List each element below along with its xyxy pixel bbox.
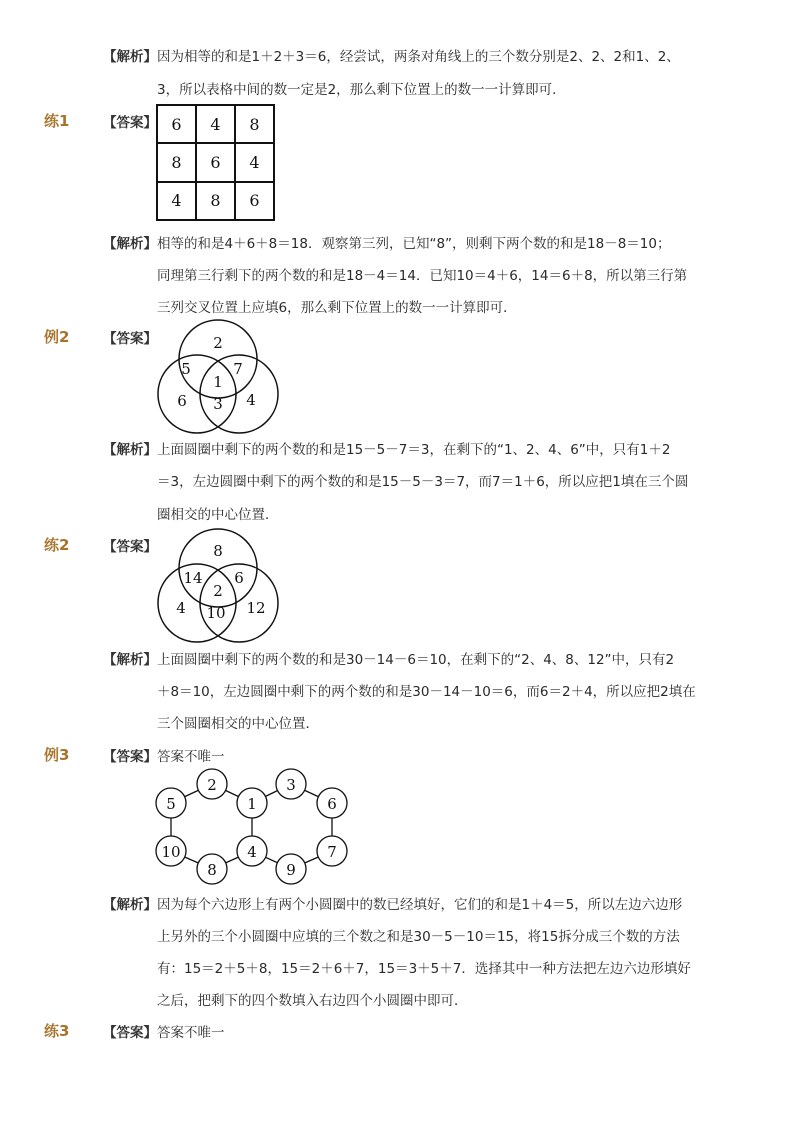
answer-tag: 【答案】 — [103, 115, 157, 131]
analysis-line: 上另外的三个小圆圈中应填的三个数之和是30－5－10＝15，将15拆分成三个数的方法 — [157, 929, 680, 945]
grid-cell: 4 — [157, 182, 196, 220]
venn-region-bottom: 3 — [213, 395, 223, 413]
analysis-line: 有：15＝2＋5＋8，15＝2＋6＋7，15＝3＋5＋7．选择其中一种方法把左边六边形填好 — [157, 961, 691, 977]
venn-region-left: 4 — [176, 599, 186, 617]
analysis-line: 之后，把剩下的四个数填入右边四个小圆圈中即可． — [157, 993, 468, 1009]
hex-node — [237, 836, 267, 866]
venn-region-center: 1 — [213, 373, 223, 391]
hex-node — [317, 836, 347, 866]
grid-cell: 8 — [157, 143, 196, 181]
hex-node — [276, 854, 306, 884]
grid-cell: 6 — [196, 143, 235, 181]
analysis-tag: 【解析】 — [103, 442, 157, 458]
answer-tag: 【答案】 — [103, 539, 157, 555]
hex-node-label: 4 — [247, 843, 257, 861]
analysis-line: 圈相交的中心位置． — [157, 507, 279, 523]
grid-cell: 6 — [235, 182, 274, 220]
venn-circle-left — [158, 355, 236, 433]
section-number: 例2 — [44, 328, 70, 346]
hex-node-label: 10 — [161, 843, 181, 861]
analysis-line: 上面圆圈中剩下的两个数的和是30－14－6＝10，在剩下的“2、4、8、12”中，只有2 — [157, 652, 675, 668]
grid-cell: 8 — [235, 105, 274, 143]
hex-node-label: 6 — [327, 795, 337, 813]
answer-text: 答案不唯一 — [157, 749, 225, 765]
analysis-line: ＋8＝10，左边圆圈中剩下的两个数的和是30－14－10＝6，而6＝2＋4，所以应把2填在 — [157, 684, 696, 700]
hex-node-label: 7 — [327, 843, 337, 861]
analysis-line: 三列交叉位置上应填6，那么剩下位置上的数一一计算即可． — [157, 300, 517, 316]
magic-square-grid — [156, 104, 275, 221]
answer-text: 答案不唯一 — [157, 1025, 225, 1041]
analysis-line: 三个圆圈相交的中心位置． — [157, 716, 319, 732]
answer-tag: 【答案】 — [103, 331, 157, 347]
section-number: 练1 — [44, 112, 70, 130]
section-number: 练3 — [44, 1022, 70, 1040]
analysis-line: 同理第三行剩下的两个数的和是18－4＝14．已知10＝4＋6，14＝6＋8，所以第三行第 — [157, 268, 688, 284]
section-number: 练2 — [44, 536, 70, 554]
hex-node-label: 2 — [207, 776, 217, 794]
grid-cell: 4 — [196, 105, 235, 143]
hex-node-label: 8 — [207, 861, 217, 879]
venn-diagram — [150, 525, 285, 645]
venn-region-top-left: 5 — [181, 360, 191, 378]
venn-region-top-right: 6 — [234, 569, 244, 587]
venn-region-center: 2 — [213, 582, 223, 600]
hex-node — [237, 788, 267, 818]
answer-tag: 【答案】 — [103, 749, 157, 765]
analysis-line: 相等的和是4＋6＋8＝18．观察第三列，已知“8”，则剩下两个数的和是18－8＝10； — [157, 236, 671, 252]
hex-node — [317, 788, 347, 818]
hex-node — [197, 769, 227, 799]
grid-cell: 6 — [157, 105, 196, 143]
answer-tag: 【答案】 — [103, 1025, 157, 1041]
venn-diagram — [150, 316, 285, 436]
analysis-tag: 【解析】 — [103, 49, 157, 65]
hex-node-label: 9 — [286, 861, 296, 879]
hex-node-label: 1 — [247, 795, 257, 813]
venn-region-bottom: 10 — [206, 604, 226, 622]
venn-region-top: 8 — [213, 542, 223, 560]
venn-region-top-left: 14 — [183, 569, 203, 587]
analysis-tag: 【解析】 — [103, 897, 157, 913]
analysis-line: 上面圆圈中剩下的两个数的和是15－5－7＝3，在剩下的“1、2、4、6”中，只有1＋2 — [157, 442, 671, 458]
grid-cell: 4 — [235, 143, 274, 181]
double-hexagon-diagram — [150, 766, 355, 888]
analysis-line: 因为每个六边形上有两个小圆圈中的数已经填好，它们的和是1＋4＝5，所以左边六边形 — [157, 897, 683, 913]
analysis-tag: 【解析】 — [103, 652, 157, 668]
venn-region-right: 4 — [246, 391, 256, 409]
grid-cell: 8 — [196, 182, 235, 220]
analysis-line: 因为相等的和是1＋2＋3＝6，经尝试，两条对角线上的三个数分别是2、2、2和1、2、 — [157, 49, 680, 65]
venn-region-right: 12 — [246, 599, 266, 617]
venn-region-top: 2 — [213, 334, 223, 352]
venn-region-top-right: 7 — [233, 360, 243, 378]
analysis-line: 3，所以表格中间的数一定是2，那么剩下位置上的数一一计算即可． — [157, 82, 566, 98]
analysis-tag: 【解析】 — [103, 236, 157, 252]
hex-node — [197, 854, 227, 884]
hex-node — [156, 836, 186, 866]
venn-region-left: 6 — [177, 392, 187, 410]
hex-node-label: 3 — [286, 776, 296, 794]
hex-node — [156, 788, 186, 818]
hex-node — [276, 769, 306, 799]
section-number: 例3 — [44, 746, 70, 764]
hex-node-label: 5 — [166, 795, 176, 813]
analysis-line: ＝3，左边圆圈中剩下的两个数的和是15－5－3＝7，而7＝1＋6，所以应把1填在三个圆 — [157, 474, 689, 490]
